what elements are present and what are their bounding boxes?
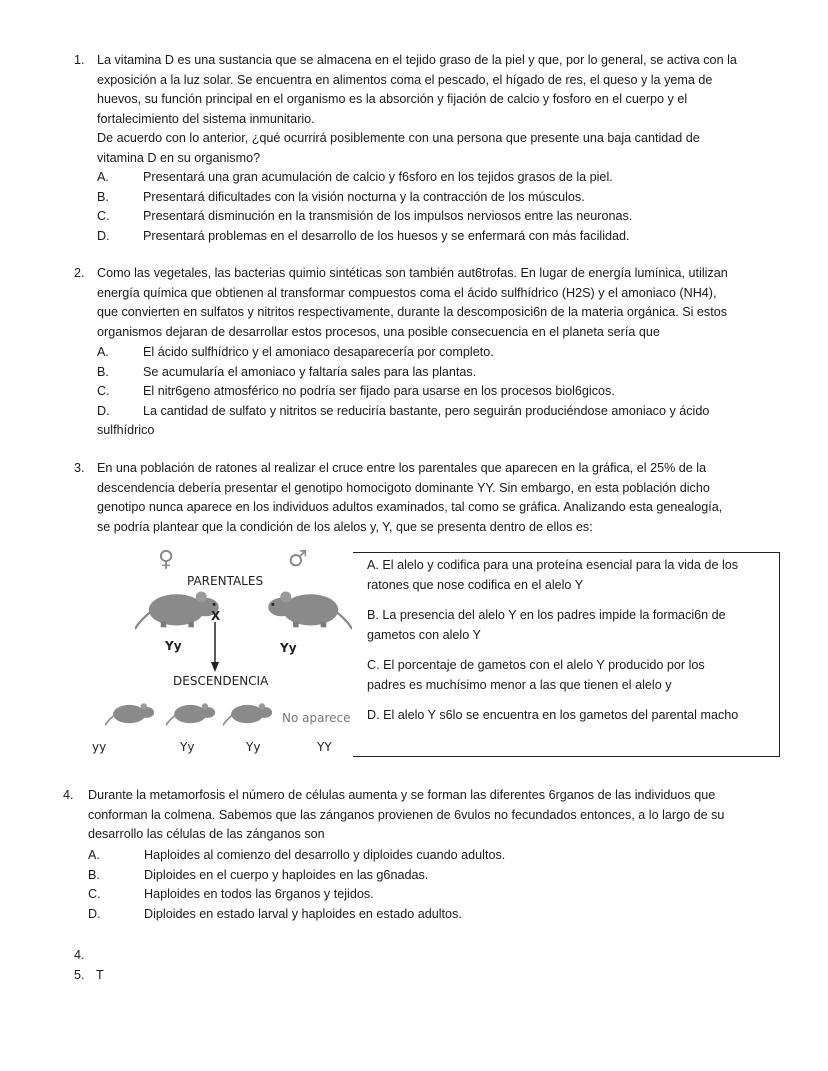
arrow-down-icon bbox=[210, 622, 220, 672]
option-letter: B. bbox=[97, 364, 109, 379]
option-text: Diploides en estado larval y haploides en estado adultos. bbox=[144, 906, 462, 921]
option-text: El ácido sulfhídrico y el amoniaco desaparecería por completo. bbox=[143, 345, 494, 359]
stem-line: huevos, su función principal en el organismo es la absorción y fijación de calcio y fosforo en el cuerpo y el bbox=[97, 92, 688, 106]
stem-line: Como las vegetales, las bacterias quimio sintéticas son también aut6trofas. En lugar de energía lumínica, utilizan bbox=[97, 266, 728, 280]
option-b[interactable] bbox=[97, 188, 780, 208]
stem-line: La vitamina D es una sustancia que se almacena en el tejido graso de la piel y que, por lo general, se activa con la bbox=[97, 53, 737, 67]
option-letter: C. bbox=[97, 384, 110, 398]
option-text: El nitr6geno atmosférico no podría ser fijado para usarse en los procesos biol6gicos. bbox=[143, 384, 615, 398]
box-option-c[interactable] bbox=[367, 656, 773, 695]
option-letter: C. bbox=[88, 887, 101, 901]
stem-line: vitamina D en su organismo? bbox=[97, 150, 261, 165]
no-aparece-label: No aparece bbox=[282, 711, 351, 725]
option-a[interactable] bbox=[97, 168, 780, 188]
option-letter: D. bbox=[97, 403, 110, 418]
male-symbol: ♂ bbox=[288, 547, 308, 572]
box-option-line: gametos con alelo Y bbox=[367, 627, 481, 642]
stem-line: genotipo nunca aparece en los individuos adultos examinados, tal como se gráfica. Analizando esta genealogía, bbox=[97, 500, 723, 514]
option-text: Presentará una gran acumulación de calcio y f6sforo en los tejidos grasos de la piel. bbox=[143, 170, 613, 184]
cross-symbol: X bbox=[211, 609, 221, 623]
stem-line: energía química que obtienen al transformar compuestos coma el ácido sulfhídrico (H2S) y el amoniaco (NH4), bbox=[97, 285, 717, 300]
answer-options-box bbox=[353, 552, 780, 757]
question-number: 2. bbox=[74, 266, 85, 280]
offspring-rat-image bbox=[166, 699, 220, 727]
question-stem bbox=[88, 786, 778, 845]
option-a[interactable] bbox=[97, 343, 780, 363]
genealogy-figure bbox=[92, 547, 780, 757]
option-text: Se acumularía el amoniaco y faltaría sales para las plantas. bbox=[143, 364, 477, 379]
option-letter: D. bbox=[97, 228, 110, 243]
stem-line: De acuerdo con lo anterior, ¿qué ocurrirá posiblemente con una persona que presente una baja cantidad de bbox=[97, 131, 700, 145]
parentales-label: PARENTALES bbox=[187, 574, 264, 588]
option-text: Diploides en el cuerpo y haploides en las g6nadas. bbox=[144, 867, 429, 882]
option-letter: A. bbox=[97, 170, 109, 184]
box-option-b[interactable] bbox=[367, 606, 773, 645]
offspring-genotype: Yy bbox=[246, 740, 261, 754]
stem-line: se podría plantear que la condición de los alelos y, Y, que se presenta dentro de ellos es: bbox=[97, 519, 593, 534]
item-5-text: T bbox=[96, 968, 104, 982]
item-5-number: 5. bbox=[74, 968, 85, 982]
option-text: Haploides al comienzo del desarrollo y diploides cuando adultos. bbox=[144, 848, 506, 862]
option-letter: A. bbox=[97, 345, 109, 359]
option-d[interactable] bbox=[97, 402, 780, 422]
question-stem bbox=[97, 264, 780, 342]
options-list bbox=[88, 846, 778, 924]
stem-line: En una población de ratones al realizar el cruce entre los parentales que aparecen en la gráfica, el 25% de la bbox=[97, 461, 707, 475]
option-b[interactable] bbox=[88, 866, 778, 886]
option-d-continuation: sulfhídrico bbox=[97, 423, 155, 437]
question-number: 4. bbox=[63, 788, 74, 802]
item-5 bbox=[74, 966, 104, 986]
option-text: Haploides en todos las 6rganos y tejidos. bbox=[144, 887, 374, 901]
option-d[interactable] bbox=[97, 227, 780, 247]
option-letter: B. bbox=[97, 189, 109, 204]
question-number: 3. bbox=[74, 461, 85, 475]
option-text: Presentará dificultades con la visión nocturna y la contracción de los músculos. bbox=[143, 189, 585, 204]
female-symbol: ♀ bbox=[158, 547, 175, 572]
option-c[interactable] bbox=[88, 885, 778, 905]
box-option-line: B. La presencia del alelo Y en los padres impide la formaci6n de bbox=[367, 608, 726, 622]
box-option-d[interactable] bbox=[367, 706, 773, 726]
option-letter: C. bbox=[97, 209, 110, 223]
option-b[interactable] bbox=[97, 363, 780, 383]
stem-line: descendencia debería presentar el genotipo homocigoto dominante YY. Sin embargo, en esta población dicho bbox=[97, 480, 710, 495]
option-c[interactable] bbox=[97, 207, 780, 227]
box-option-line: A. El alelo y codifica para una proteína esencial para la vida de los bbox=[367, 558, 739, 572]
option-letter: D. bbox=[88, 906, 101, 921]
parent-genotype-left: Yy bbox=[165, 639, 182, 653]
option-letter: A. bbox=[88, 848, 100, 862]
option-text: Presentará disminución en la transmisión de los impulsos nerviosos entre las neuronas. bbox=[143, 209, 633, 223]
box-option-a[interactable] bbox=[367, 556, 773, 595]
offspring-genotype: Yy bbox=[180, 740, 195, 754]
option-letter: B. bbox=[88, 867, 100, 882]
offspring-genotype: YY bbox=[317, 740, 332, 754]
stem-line: desarrollo las células de las zánganos son bbox=[88, 827, 325, 841]
empty-item-4: 4. bbox=[74, 948, 85, 962]
option-d[interactable] bbox=[88, 905, 778, 925]
stem-line: fortalecimiento del sistema inmunitario. bbox=[97, 111, 315, 126]
option-c[interactable] bbox=[97, 382, 780, 402]
option-a[interactable] bbox=[88, 846, 778, 866]
stem-line: que convierten en sulfatos y nitritos respectivamente, durante la descomposici6n de la materia orgánica. Si estos bbox=[97, 305, 728, 319]
box-option-line: C. El porcentaje de gametos con el alelo Y producido por los bbox=[367, 658, 705, 672]
offspring-rat-image bbox=[105, 699, 159, 727]
box-option-line: padres es muchísimo menor a las que tienen el alelo y bbox=[367, 677, 672, 692]
question-stem bbox=[97, 51, 780, 168]
descendencia-label: DESCENDENCIA bbox=[173, 674, 269, 688]
options-list bbox=[97, 343, 780, 421]
stem-line: Durante la metamorfosis el número de células aumenta y se forman las diferentes 6rganos de las individuos que bbox=[88, 788, 716, 802]
offspring-rat-image bbox=[223, 699, 277, 727]
box-option-line: D. El alelo Y s6lo se encuentra en los gametos del parental macho bbox=[367, 708, 739, 722]
options-list bbox=[97, 168, 780, 246]
offspring-genotype: yy bbox=[92, 740, 107, 754]
option-text: La cantidad de sulfato y nitritos se reduciría bastante, pero seguirán produciéndose amoniaco y ácido bbox=[143, 403, 710, 418]
stem-line: exposición a la luz solar. Se encuentra en alimentos coma el pescado, el hígado de res, el queso y la yema de bbox=[97, 72, 713, 87]
parent-genotype-right: Yy bbox=[280, 641, 297, 655]
question-stem bbox=[97, 459, 780, 537]
male-rat-image bbox=[260, 585, 352, 631]
stem-line: conforman la colmena. Sabemos que las zánganos provienen de 6vulos no fecundados entonces, a lo largo de su bbox=[88, 807, 725, 822]
option-text: Presentará problemas en el desarrollo de los huesos y se enfermará con más facilidad. bbox=[143, 228, 630, 243]
box-option-line: ratones que nose codifica en el alelo Y bbox=[367, 577, 584, 592]
question-number: 1. bbox=[74, 53, 85, 67]
stem-line: organismos dejaran de desarrollar estos procesos, una posible consecuencia en el planeta sería que bbox=[97, 324, 660, 339]
